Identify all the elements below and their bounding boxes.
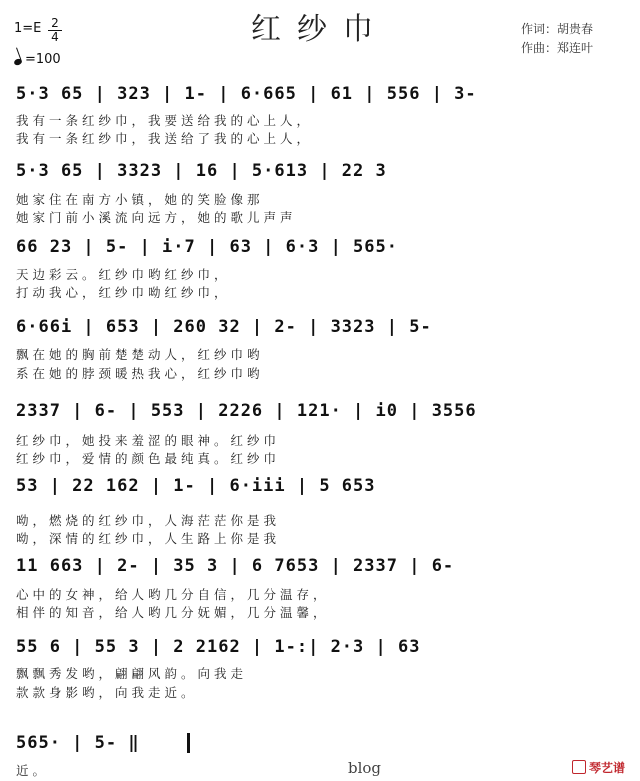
tempo-mark xyxy=(14,52,61,67)
notes-system-1: 5·3 65 | 323 | 1- | 6·665 | 61 | 556 | 3- xyxy=(16,84,477,104)
notes-system-5: 2337 | 6- | 553 | 2226 | 121· | i0 | 3556 xyxy=(16,401,477,421)
lyrics-1-system-6: 呦，燃烧的红纱巾，人海茫茫你是我 xyxy=(16,513,281,528)
lyrics-2-system-5: 红纱巾，爱情的颜色最纯真。红纱巾 xyxy=(16,451,281,466)
notes-system-6: 53 | 22 162 | 1- | 6·iii | 5 653 xyxy=(16,476,376,496)
lyrics-2-system-6: 呦，深情的红纱巾，人生路上你是我 xyxy=(16,531,281,546)
notes-system-8: 55 6 | 55 3 | 2 2162 | 1-:| 2·3 | 63 xyxy=(16,637,421,657)
song-title: 红纱巾 xyxy=(251,12,389,47)
lyrics-1-system-5: 红纱巾，她投来羞涩的眼神。红纱巾 xyxy=(16,433,281,448)
composer-credit: 作曲：郑连叶 xyxy=(521,41,594,55)
credits xyxy=(521,20,593,58)
lyrics-1-system-7: 心中的女神，给人哟几分自信，几分温存， xyxy=(16,587,330,602)
tempo-value: =100 xyxy=(25,52,61,67)
brand-logo-icon xyxy=(572,760,586,774)
lyricist-credit: 作词：胡贵春 xyxy=(521,22,594,36)
meter-bottom: 4 xyxy=(51,30,59,44)
quarter-note-icon xyxy=(13,58,23,66)
lyrics-2-system-7: 相伴的知音，给人哟几分妩媚，几分温馨， xyxy=(16,605,330,620)
brand-logo xyxy=(572,759,625,776)
lyrics-2-system-2: 她家门前小溪流向远方，她的歌儿声声 xyxy=(16,210,297,225)
brand-name: 琴艺谱 xyxy=(589,761,626,775)
notes-system-9: 565· | 5- ‖ xyxy=(16,733,140,753)
lyrics-1-system-8: 飘飘秀发哟，翩翩风韵。向我走 xyxy=(16,666,248,681)
lyrics-1-system-2: 她家住在南方小镇，她的笑脸像那 xyxy=(16,192,264,207)
lyrics-2-system-1: 我有一条红纱巾，我送给了我的心上人， xyxy=(16,131,314,146)
final-barline xyxy=(187,733,190,753)
lyrics-2-system-8: 款款身影哟，向我走近。 xyxy=(16,685,198,700)
meter-top: 2 xyxy=(51,16,59,30)
notes-system-2: 5·3 65 | 3323 | 16 | 5·613 | 22 3 xyxy=(16,161,387,181)
time-signature xyxy=(48,18,62,43)
notes-system-3: 66 23 | 5- | i·7 | 63 | 6·3 | 565· xyxy=(16,237,398,257)
lyrics-1-system-1: 我有一条红纱巾，我要送给我的心上人， xyxy=(16,113,314,128)
blog-watermark: blog xyxy=(348,759,382,777)
lyrics-1-system-9: 近。 xyxy=(16,763,50,778)
notes-system-7: 11 663 | 2- | 35 3 | 6 7653 | 2337 | 6- xyxy=(16,556,455,576)
lyrics-1-system-4: 飘在她的胸前楚楚动人，红纱巾哟 xyxy=(16,347,264,362)
lyrics-2-system-3: 打动我心，红纱巾呦红纱巾， xyxy=(16,285,231,300)
notes-system-4: 6·66i | 653 | 260 32 | 2- | 3323 | 5- xyxy=(16,317,432,337)
lyrics-2-system-4: 系在她的脖颈暖热我心，红纱巾哟 xyxy=(16,366,264,381)
lyrics-1-system-3: 天边彩云。红纱巾哟红纱巾， xyxy=(16,267,231,282)
key-signature: 1=E xyxy=(14,21,42,36)
